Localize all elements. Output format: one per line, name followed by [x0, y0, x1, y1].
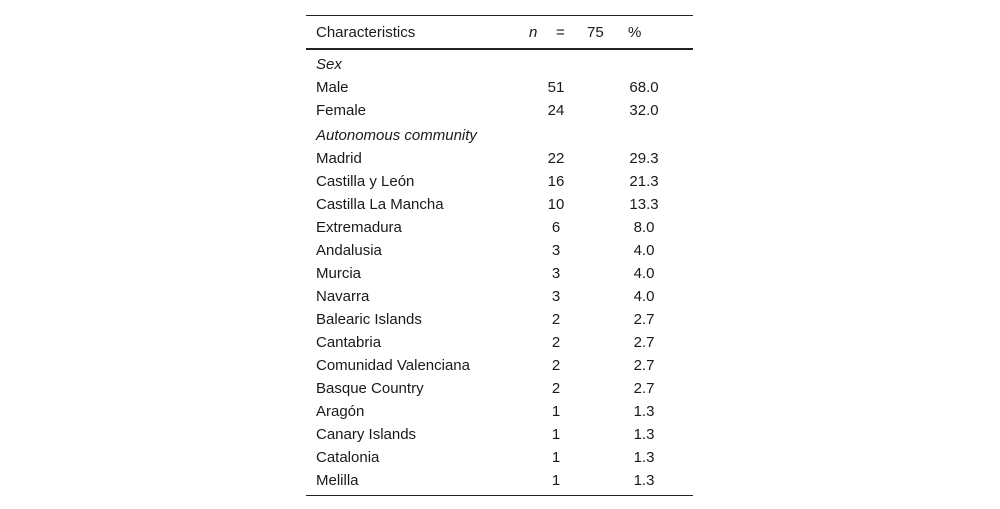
table-row: [306, 146, 693, 169]
row-count: 3: [551, 288, 561, 305]
row-count: 1: [551, 426, 561, 443]
table-header: [306, 16, 693, 50]
table-row: [306, 399, 693, 422]
row-percent: 4.0: [633, 288, 655, 305]
row-percent: 1.3: [633, 403, 655, 420]
row-percent: 1.3: [633, 426, 655, 443]
row-percent: 21.3: [629, 173, 659, 190]
row-label: Male: [316, 79, 349, 96]
row-label: Castilla y León: [316, 173, 415, 190]
row-percent: 4.0: [633, 265, 655, 282]
row-percent: 68.0: [629, 79, 659, 96]
table-row: [306, 445, 693, 468]
section-heading-row: [306, 121, 693, 146]
row-percent: 2.7: [633, 334, 655, 351]
row-percent: 1.3: [633, 449, 655, 466]
characteristics-table: [306, 15, 693, 496]
header-equals: =: [556, 24, 565, 41]
table-row: [306, 98, 693, 121]
row-label: Balearic Islands: [316, 311, 422, 328]
row-count: 1: [551, 449, 561, 466]
header-total: 75: [587, 24, 604, 41]
row-count: 24: [547, 102, 565, 119]
row-count: 22: [547, 150, 565, 167]
header-characteristics: Characteristics: [316, 24, 416, 41]
row-percent: 1.3: [633, 472, 655, 489]
header-percent: %: [628, 24, 642, 41]
row-label: Murcia: [316, 265, 362, 282]
table-row: [306, 169, 693, 192]
row-count: 3: [551, 265, 561, 282]
row-percent: 8.0: [633, 219, 655, 236]
row-count: 2: [551, 334, 561, 351]
row-label: Madrid: [316, 150, 362, 167]
row-count: 10: [547, 196, 565, 213]
table-row: [306, 75, 693, 98]
row-count: 1: [551, 403, 561, 420]
row-label: Castilla La Mancha: [316, 196, 444, 213]
table-row: [306, 261, 693, 284]
row-percent: 2.7: [633, 357, 655, 374]
section-title: Autonomous community: [316, 127, 477, 144]
header-n: n: [529, 24, 538, 41]
row-count: 2: [551, 380, 561, 397]
row-label: Cantabria: [316, 334, 382, 351]
table-body: [306, 50, 693, 495]
row-count: 6: [551, 219, 561, 236]
table-row: [306, 376, 693, 399]
table-row: [306, 215, 693, 238]
row-count: 3: [551, 242, 561, 259]
row-label: Aragón: [316, 403, 365, 420]
row-count: 2: [551, 357, 561, 374]
row-label: Female: [316, 102, 367, 119]
section-heading-row: [306, 52, 693, 75]
row-label: Canary Islands: [316, 426, 417, 443]
table-row: [306, 422, 693, 445]
table-row: [306, 192, 693, 215]
row-label: Comunidad Valenciana: [316, 357, 470, 374]
table-row: [306, 307, 693, 330]
row-label: Melilla: [316, 472, 359, 489]
table-row: [306, 353, 693, 376]
table-row: [306, 284, 693, 307]
row-count: 51: [547, 79, 565, 96]
row-label: Andalusia: [316, 242, 382, 259]
row-label: Navarra: [316, 288, 370, 305]
row-label: Catalonia: [316, 449, 380, 466]
row-percent: 32.0: [629, 102, 659, 119]
row-percent: 29.3: [629, 150, 659, 167]
table-row: [306, 468, 693, 491]
row-percent: 13.3: [629, 196, 659, 213]
table-row: [306, 238, 693, 261]
table-row: [306, 330, 693, 353]
row-count: 2: [551, 311, 561, 328]
section-title: Sex: [316, 56, 342, 73]
row-count: 16: [547, 173, 565, 190]
row-percent: 2.7: [633, 380, 655, 397]
row-percent: 2.7: [633, 311, 655, 328]
row-count: 1: [551, 472, 561, 489]
row-label: Extremadura: [316, 219, 402, 236]
row-percent: 4.0: [633, 242, 655, 259]
row-label: Basque Country: [316, 380, 424, 397]
